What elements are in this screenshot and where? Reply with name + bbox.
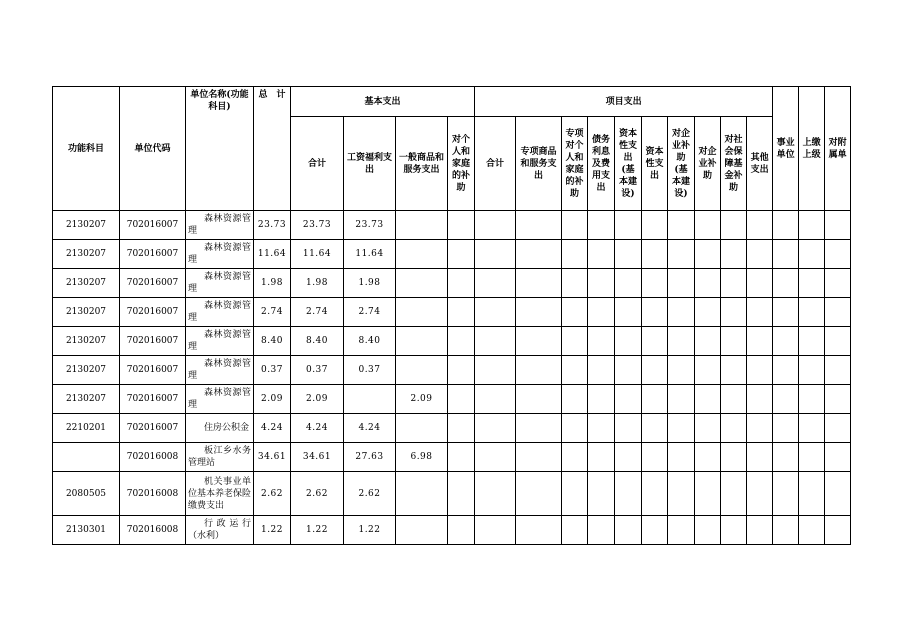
empty-cell — [475, 443, 516, 472]
empty-cell — [588, 240, 615, 269]
empty-cell — [747, 414, 773, 443]
header-basic-goods-text: 一般商品和服务支出 — [399, 152, 445, 175]
empty-cell — [516, 385, 562, 414]
empty-cell — [799, 211, 825, 240]
table-row — [53, 240, 851, 269]
basic-sum-cell: 4.24 — [291, 414, 344, 443]
wage-cell: 27.63 — [344, 443, 396, 472]
func-subject-cell: 2130301 — [53, 516, 120, 545]
empty-cell — [475, 356, 516, 385]
empty-cell — [668, 356, 695, 385]
empty-cell — [825, 443, 851, 472]
empty-cell — [668, 269, 695, 298]
func-subject-cell: 2130207 — [53, 298, 120, 327]
wage-cell: 0.37 — [344, 356, 396, 385]
goods-cell — [396, 240, 448, 269]
header-total-text: 总 计 — [258, 90, 286, 100]
unit-code-cell: 702016007 — [120, 269, 186, 298]
empty-cell — [773, 327, 799, 356]
empty-cell — [799, 472, 825, 516]
empty-cell — [747, 443, 773, 472]
header-project-capital-text: 资本性支出 — [645, 146, 664, 181]
header-unit-name-text: 单位名称(功能科目) — [190, 90, 249, 112]
unit-name-cell: 森林资源管理 — [186, 211, 254, 240]
empty-cell — [695, 472, 721, 516]
empty-cell — [799, 298, 825, 327]
empty-cell — [475, 472, 516, 516]
wage-cell: 8.40 — [344, 327, 396, 356]
total-cell: 2.09 — [254, 385, 291, 414]
empty-cell — [825, 414, 851, 443]
empty-cell — [516, 516, 562, 545]
empty-cell — [516, 414, 562, 443]
func-subject-cell: 2210201 — [53, 414, 120, 443]
empty-cell — [642, 269, 668, 298]
table-body — [53, 211, 851, 545]
header-project-other — [747, 117, 773, 211]
empty-cell — [615, 443, 642, 472]
empty-cell — [773, 414, 799, 443]
header-project-other-text: 其他支出 — [750, 152, 769, 175]
unit-code-cell: 702016007 — [120, 385, 186, 414]
total-cell: 23.73 — [254, 211, 291, 240]
empty-cell — [516, 356, 562, 385]
header-project-capital-build-text: 资本性支出(基本建设) — [619, 128, 638, 199]
empty-cell — [721, 356, 747, 385]
empty-cell — [695, 269, 721, 298]
header-public-unit — [773, 87, 799, 211]
header-project-debt-text: 债务利息及费用支出 — [592, 134, 611, 193]
empty-cell — [642, 472, 668, 516]
empty-cell — [615, 211, 642, 240]
empty-cell — [562, 327, 588, 356]
header-basic-sum: 合计 — [291, 117, 344, 211]
empty-cell — [668, 472, 695, 516]
unit-name-cell: 森林资源管理 — [186, 269, 254, 298]
unit-name-cell: 行政运行（水利） — [186, 516, 254, 545]
empty-cell — [562, 472, 588, 516]
basic-sum-cell: 2.09 — [291, 385, 344, 414]
empty-cell — [588, 269, 615, 298]
empty-cell — [588, 327, 615, 356]
empty-cell — [516, 211, 562, 240]
empty-cell — [642, 240, 668, 269]
table-row — [53, 269, 851, 298]
table-row — [53, 443, 851, 472]
unit-code-cell: 702016008 — [120, 516, 186, 545]
goods-cell — [396, 414, 448, 443]
empty-cell — [588, 443, 615, 472]
header-project-enterprise-text: 对企业补助 — [698, 146, 717, 181]
func-subject-cell: 2130207 — [53, 327, 120, 356]
header-project-goods-text: 专项商品和服务支出 — [520, 146, 557, 181]
empty-cell — [516, 240, 562, 269]
empty-cell — [747, 211, 773, 240]
header-subsidiary — [825, 87, 851, 211]
empty-cell — [516, 327, 562, 356]
empty-cell — [615, 516, 642, 545]
empty-cell — [562, 414, 588, 443]
empty-cell — [721, 211, 747, 240]
empty-cell — [799, 516, 825, 545]
header-upper-level — [799, 87, 825, 211]
empty-cell — [773, 385, 799, 414]
empty-cell — [448, 269, 475, 298]
func-subject-cell: 2130207 — [53, 240, 120, 269]
empty-cell — [695, 211, 721, 240]
total-cell: 8.40 — [254, 327, 291, 356]
empty-cell — [695, 414, 721, 443]
table-row — [53, 356, 851, 385]
header-project-personal — [562, 117, 588, 211]
empty-cell — [695, 385, 721, 414]
goods-cell — [396, 327, 448, 356]
func-subject-cell: 2130207 — [53, 385, 120, 414]
wage-cell: 2.62 — [344, 472, 396, 516]
wage-cell: 4.24 — [344, 414, 396, 443]
wage-cell: 2.74 — [344, 298, 396, 327]
basic-sum-cell: 1.98 — [291, 269, 344, 298]
empty-cell — [825, 327, 851, 356]
empty-cell — [642, 443, 668, 472]
empty-cell — [642, 327, 668, 356]
empty-cell — [448, 327, 475, 356]
header-project-expense: 项目支出 — [475, 87, 773, 117]
wage-cell: 1.22 — [344, 516, 396, 545]
empty-cell — [448, 356, 475, 385]
header-unit-name — [186, 87, 254, 211]
table-row — [53, 385, 851, 414]
empty-cell — [747, 240, 773, 269]
empty-cell — [642, 356, 668, 385]
total-cell: 0.37 — [254, 356, 291, 385]
empty-cell — [475, 385, 516, 414]
empty-cell — [695, 327, 721, 356]
empty-cell — [615, 269, 642, 298]
goods-cell — [396, 472, 448, 516]
empty-cell — [721, 327, 747, 356]
empty-cell — [475, 414, 516, 443]
empty-cell — [448, 211, 475, 240]
unit-code-cell: 702016007 — [120, 414, 186, 443]
empty-cell — [825, 240, 851, 269]
basic-sum-cell: 1.22 — [291, 516, 344, 545]
empty-cell — [825, 472, 851, 516]
total-cell: 11.64 — [254, 240, 291, 269]
empty-cell — [721, 472, 747, 516]
empty-cell — [799, 269, 825, 298]
total-cell: 34.61 — [254, 443, 291, 472]
unit-code-cell: 702016008 — [120, 443, 186, 472]
func-subject-cell: 2130207 — [53, 269, 120, 298]
wage-cell — [344, 385, 396, 414]
empty-cell — [721, 298, 747, 327]
basic-sum-cell: 8.40 — [291, 327, 344, 356]
header-basic-personal — [448, 117, 475, 211]
header-project-capital-build — [615, 117, 642, 211]
header-project-sum: 合计 — [475, 117, 516, 211]
header-public-unit-text: 事业单位 — [776, 137, 795, 160]
empty-cell — [516, 298, 562, 327]
header-project-goods — [516, 117, 562, 211]
empty-cell — [448, 516, 475, 545]
empty-cell — [695, 298, 721, 327]
empty-cell — [448, 385, 475, 414]
header-project-enterprise — [695, 117, 721, 211]
empty-cell — [448, 443, 475, 472]
empty-cell — [615, 472, 642, 516]
empty-cell — [562, 443, 588, 472]
empty-cell — [615, 240, 642, 269]
empty-cell — [516, 443, 562, 472]
unit-name-cell: 森林资源管理 — [186, 327, 254, 356]
empty-cell — [773, 472, 799, 516]
header-unit-code: 单位代码 — [120, 87, 186, 211]
empty-cell — [615, 414, 642, 443]
empty-cell — [642, 516, 668, 545]
empty-cell — [799, 414, 825, 443]
goods-cell: 6.98 — [396, 443, 448, 472]
empty-cell — [448, 472, 475, 516]
empty-cell — [773, 298, 799, 327]
empty-cell — [825, 298, 851, 327]
empty-cell — [668, 327, 695, 356]
unit-code-cell: 702016007 — [120, 298, 186, 327]
empty-cell — [668, 414, 695, 443]
total-cell: 4.24 — [254, 414, 291, 443]
unit-name-cell: 森林资源管理 — [186, 240, 254, 269]
empty-cell — [448, 298, 475, 327]
empty-cell — [773, 240, 799, 269]
table-row — [53, 298, 851, 327]
total-cell: 1.98 — [254, 269, 291, 298]
basic-sum-cell: 0.37 — [291, 356, 344, 385]
empty-cell — [516, 472, 562, 516]
empty-cell — [475, 269, 516, 298]
goods-cell: 2.09 — [396, 385, 448, 414]
unit-name-cell: 机关事业单位基本养老保险缴费支出 — [186, 472, 254, 516]
header-project-personal-text: 专项对个人和家庭的补助 — [565, 128, 584, 199]
header-func-subject: 功能科目 — [53, 87, 120, 211]
empty-cell — [588, 472, 615, 516]
unit-name-cell: 森林资源管理 — [186, 385, 254, 414]
basic-sum-cell: 2.74 — [291, 298, 344, 327]
goods-cell — [396, 211, 448, 240]
empty-cell — [562, 356, 588, 385]
table-row — [53, 472, 851, 516]
empty-cell — [588, 385, 615, 414]
empty-cell — [799, 240, 825, 269]
table-row — [53, 327, 851, 356]
empty-cell — [668, 443, 695, 472]
empty-cell — [773, 269, 799, 298]
unit-code-cell: 702016007 — [120, 327, 186, 356]
func-subject-cell: 2080505 — [53, 472, 120, 516]
header-basic-expense: 基本支出 — [291, 87, 475, 117]
table-row — [53, 516, 851, 545]
empty-cell — [825, 211, 851, 240]
empty-cell — [562, 385, 588, 414]
basic-sum-cell: 34.61 — [291, 443, 344, 472]
empty-cell — [516, 269, 562, 298]
header-total — [254, 87, 291, 211]
empty-cell — [721, 240, 747, 269]
empty-cell — [773, 211, 799, 240]
empty-cell — [695, 240, 721, 269]
empty-cell — [695, 443, 721, 472]
empty-cell — [562, 298, 588, 327]
header-project-capital — [642, 117, 668, 211]
empty-cell — [799, 327, 825, 356]
empty-cell — [747, 385, 773, 414]
header-subsidiary-text: 对附属单 — [828, 137, 847, 160]
empty-cell — [825, 269, 851, 298]
empty-cell — [668, 385, 695, 414]
empty-cell — [615, 298, 642, 327]
empty-cell — [562, 516, 588, 545]
header-project-enterprise-build — [668, 117, 695, 211]
empty-cell — [825, 385, 851, 414]
empty-cell — [588, 516, 615, 545]
basic-sum-cell: 2.62 — [291, 472, 344, 516]
empty-cell — [747, 516, 773, 545]
header-row-1 — [53, 87, 851, 117]
empty-cell — [695, 516, 721, 545]
header-project-social-security — [721, 117, 747, 211]
empty-cell — [448, 414, 475, 443]
wage-cell: 1.98 — [344, 269, 396, 298]
empty-cell — [668, 298, 695, 327]
empty-cell — [721, 414, 747, 443]
empty-cell — [747, 269, 773, 298]
empty-cell — [642, 211, 668, 240]
empty-cell — [475, 240, 516, 269]
unit-code-cell: 702016007 — [120, 211, 186, 240]
empty-cell — [642, 298, 668, 327]
empty-cell — [695, 356, 721, 385]
empty-cell — [588, 211, 615, 240]
header-project-enterprise-build-text: 对企业补助(基本建设) — [672, 128, 691, 199]
wage-cell: 23.73 — [344, 211, 396, 240]
func-subject-cell: 2130207 — [53, 356, 120, 385]
empty-cell — [747, 298, 773, 327]
empty-cell — [799, 356, 825, 385]
empty-cell — [475, 298, 516, 327]
unit-name-cell: 住房公积金 — [186, 414, 254, 443]
unit-code-cell: 702016007 — [120, 356, 186, 385]
basic-sum-cell: 11.64 — [291, 240, 344, 269]
empty-cell — [773, 356, 799, 385]
budget-table — [52, 86, 851, 545]
empty-cell — [588, 414, 615, 443]
header-basic-wage — [344, 117, 396, 211]
empty-cell — [562, 269, 588, 298]
goods-cell — [396, 356, 448, 385]
empty-cell — [747, 327, 773, 356]
empty-cell — [642, 414, 668, 443]
header-basic-personal-text: 对个人和家庭的补助 — [452, 134, 471, 193]
empty-cell — [615, 327, 642, 356]
empty-cell — [825, 356, 851, 385]
func-subject-cell: 2130207 — [53, 211, 120, 240]
empty-cell — [668, 211, 695, 240]
header-project-social-security-text: 对社会保障基金补助 — [724, 134, 743, 193]
basic-sum-cell: 23.73 — [291, 211, 344, 240]
empty-cell — [475, 211, 516, 240]
empty-cell — [475, 516, 516, 545]
header-project-debt — [588, 117, 615, 211]
total-cell: 2.62 — [254, 472, 291, 516]
empty-cell — [562, 211, 588, 240]
empty-cell — [747, 472, 773, 516]
unit-code-cell: 702016008 — [120, 472, 186, 516]
empty-cell — [562, 240, 588, 269]
empty-cell — [825, 516, 851, 545]
unit-name-cell: 森林资源管理 — [186, 298, 254, 327]
empty-cell — [773, 516, 799, 545]
empty-cell — [721, 443, 747, 472]
empty-cell — [615, 385, 642, 414]
table-row — [53, 414, 851, 443]
empty-cell — [721, 385, 747, 414]
wage-cell: 11.64 — [344, 240, 396, 269]
header-upper-level-text: 上缴上级 — [802, 137, 821, 160]
empty-cell — [588, 298, 615, 327]
goods-cell — [396, 298, 448, 327]
header-basic-goods — [396, 117, 448, 211]
table-row — [53, 211, 851, 240]
goods-cell — [396, 516, 448, 545]
empty-cell — [588, 356, 615, 385]
unit-code-cell: 702016007 — [120, 240, 186, 269]
goods-cell — [396, 269, 448, 298]
empty-cell — [773, 443, 799, 472]
empty-cell — [721, 269, 747, 298]
unit-name-cell: 板江乡水务管理站 — [186, 443, 254, 472]
empty-cell — [475, 327, 516, 356]
unit-name-cell: 森林资源管理 — [186, 356, 254, 385]
empty-cell — [799, 385, 825, 414]
header-basic-wage-text: 工资福利支出 — [347, 152, 393, 175]
total-cell: 2.74 — [254, 298, 291, 327]
empty-cell — [448, 240, 475, 269]
empty-cell — [747, 356, 773, 385]
empty-cell — [642, 385, 668, 414]
func-subject-cell — [53, 443, 120, 472]
empty-cell — [668, 516, 695, 545]
empty-cell — [615, 356, 642, 385]
empty-cell — [721, 516, 747, 545]
empty-cell — [799, 443, 825, 472]
total-cell: 1.22 — [254, 516, 291, 545]
empty-cell — [668, 240, 695, 269]
